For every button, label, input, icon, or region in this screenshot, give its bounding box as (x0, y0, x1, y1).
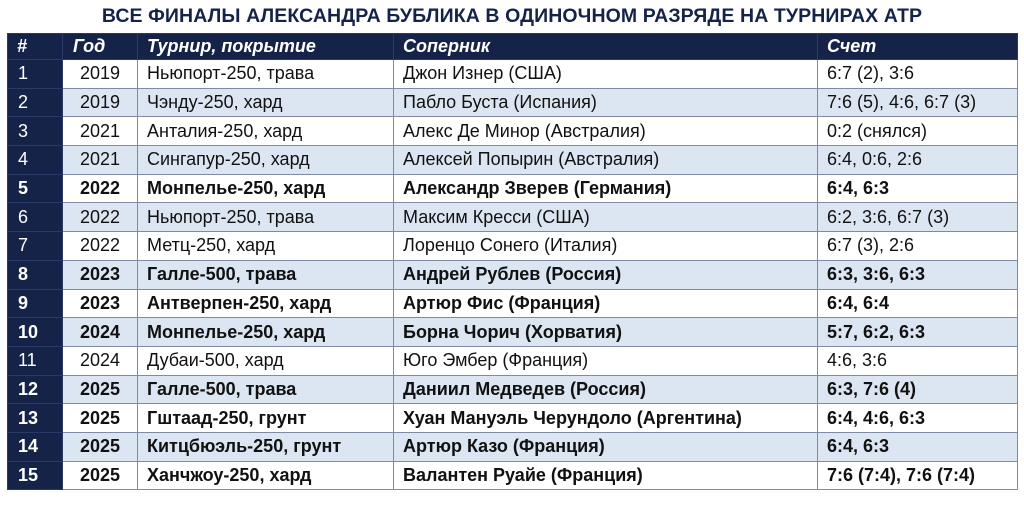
row-opponent: Андрей Рублев (Россия) (394, 260, 818, 289)
row-year: 2024 (63, 346, 138, 375)
table-header-row (8, 34, 1018, 60)
table-row (8, 346, 1018, 375)
row-score: 6:7 (2), 3:6 (818, 60, 1018, 89)
row-year: 2025 (63, 461, 138, 490)
row-num: 15 (8, 461, 63, 490)
row-opponent: Пабло Буста (Испания) (394, 88, 818, 117)
row-num: 10 (8, 318, 63, 347)
row-year: 2025 (63, 404, 138, 433)
table-row (8, 146, 1018, 175)
row-year: 2021 (63, 146, 138, 175)
row-num: 6 (8, 203, 63, 232)
page-title: ВСЕ ФИНАЛЫ АЛЕКСАНДРА БУБЛИКА В ОДИНОЧНОМ РАЗРЯДЕ НА ТУРНИРАХ АТР (101, 5, 923, 27)
row-opponent: Максим Кресси (США) (394, 203, 818, 232)
row-opponent: Хуан Мануэль Черундоло (Аргентина) (394, 404, 818, 433)
row-year: 2022 (63, 174, 138, 203)
row-year: 2022 (63, 203, 138, 232)
row-num: 7 (8, 232, 63, 261)
row-tournament: Чэнду-250, хард (138, 88, 394, 117)
row-num: 1 (8, 60, 63, 89)
row-score: 4:6, 3:6 (818, 346, 1018, 375)
row-tournament: Монпелье-250, хард (138, 318, 394, 347)
row-score: 6:4, 4:6, 6:3 (818, 404, 1018, 433)
row-score: 6:4, 6:3 (818, 432, 1018, 461)
row-score: 7:6 (5), 4:6, 6:7 (3) (818, 88, 1018, 117)
header-score: Счет (818, 34, 1018, 60)
row-score: 0:2 (снялся) (818, 117, 1018, 146)
row-num: 11 (8, 346, 63, 375)
row-year: 2023 (63, 289, 138, 318)
row-tournament: Ньюпорт-250, трава (138, 203, 394, 232)
table-row (8, 289, 1018, 318)
row-opponent: Даниил Медведев (Россия) (394, 375, 818, 404)
table-row (8, 60, 1018, 89)
row-year: 2024 (63, 318, 138, 347)
finals-table (7, 33, 1018, 490)
row-year: 2019 (63, 88, 138, 117)
row-score: 6:7 (3), 2:6 (818, 232, 1018, 261)
row-score: 6:2, 3:6, 6:7 (3) (818, 203, 1018, 232)
row-opponent: Юго Эмбер (Франция) (394, 346, 818, 375)
table-body (8, 60, 1018, 490)
row-tournament: Метц-250, хард (138, 232, 394, 261)
row-tournament: Монпелье-250, хард (138, 174, 394, 203)
row-num: 9 (8, 289, 63, 318)
row-year: 2019 (63, 60, 138, 89)
row-num: 5 (8, 174, 63, 203)
table-row (8, 174, 1018, 203)
row-score: 6:4, 6:3 (818, 174, 1018, 203)
row-tournament: Гштаад-250, грунт (138, 404, 394, 433)
row-year: 2025 (63, 375, 138, 404)
row-num: 13 (8, 404, 63, 433)
table-row (8, 318, 1018, 347)
table-row (8, 88, 1018, 117)
row-tournament: Дубаи-500, хард (138, 346, 394, 375)
table-row (8, 404, 1018, 433)
row-opponent: Алексей Попырин (Австралия) (394, 146, 818, 175)
table-row (8, 432, 1018, 461)
row-num: 3 (8, 117, 63, 146)
table-row (8, 232, 1018, 261)
row-year: 2021 (63, 117, 138, 146)
row-year: 2022 (63, 232, 138, 261)
row-num: 2 (8, 88, 63, 117)
row-num: 12 (8, 375, 63, 404)
table-row (8, 375, 1018, 404)
table-row (8, 461, 1018, 490)
header-year: Год (63, 34, 138, 60)
row-num: 8 (8, 260, 63, 289)
row-year: 2023 (63, 260, 138, 289)
row-tournament: Галле-500, трава (138, 375, 394, 404)
row-score: 6:4, 0:6, 2:6 (818, 146, 1018, 175)
row-tournament: Антверпен-250, хард (138, 289, 394, 318)
row-opponent: Лоренцо Сонего (Италия) (394, 232, 818, 261)
table-row (8, 117, 1018, 146)
row-score: 6:4, 6:4 (818, 289, 1018, 318)
row-opponent: Артюр Казо (Франция) (394, 432, 818, 461)
header-num: # (8, 34, 63, 60)
row-tournament: Сингапур-250, хард (138, 146, 394, 175)
row-tournament: Ньюпорт-250, трава (138, 60, 394, 89)
header-opponent: Соперник (394, 34, 818, 60)
row-opponent: Артюр Фис (Франция) (394, 289, 818, 318)
row-tournament: Китцбюэль-250, грунт (138, 432, 394, 461)
row-num: 4 (8, 146, 63, 175)
row-score: 6:3, 3:6, 6:3 (818, 260, 1018, 289)
table-row (8, 203, 1018, 232)
row-tournament: Галле-500, трава (138, 260, 394, 289)
row-opponent: Джон Изнер (США) (394, 60, 818, 89)
row-tournament: Ханчжоу-250, хард (138, 461, 394, 490)
row-opponent: Борна Чорич (Хорватия) (394, 318, 818, 347)
header-tournament: Турнир, покрытие (138, 34, 394, 60)
table-row (8, 260, 1018, 289)
row-opponent: Александр Зверев (Германия) (394, 174, 818, 203)
row-opponent: Алекс Де Минор (Австралия) (394, 117, 818, 146)
row-num: 14 (8, 432, 63, 461)
row-tournament: Анталия-250, хард (138, 117, 394, 146)
row-score: 6:3, 7:6 (4) (818, 375, 1018, 404)
row-score: 5:7, 6:2, 6:3 (818, 318, 1018, 347)
row-opponent: Валантен Руайе (Франция) (394, 461, 818, 490)
row-year: 2025 (63, 432, 138, 461)
row-score: 7:6 (7:4), 7:6 (7:4) (818, 461, 1018, 490)
